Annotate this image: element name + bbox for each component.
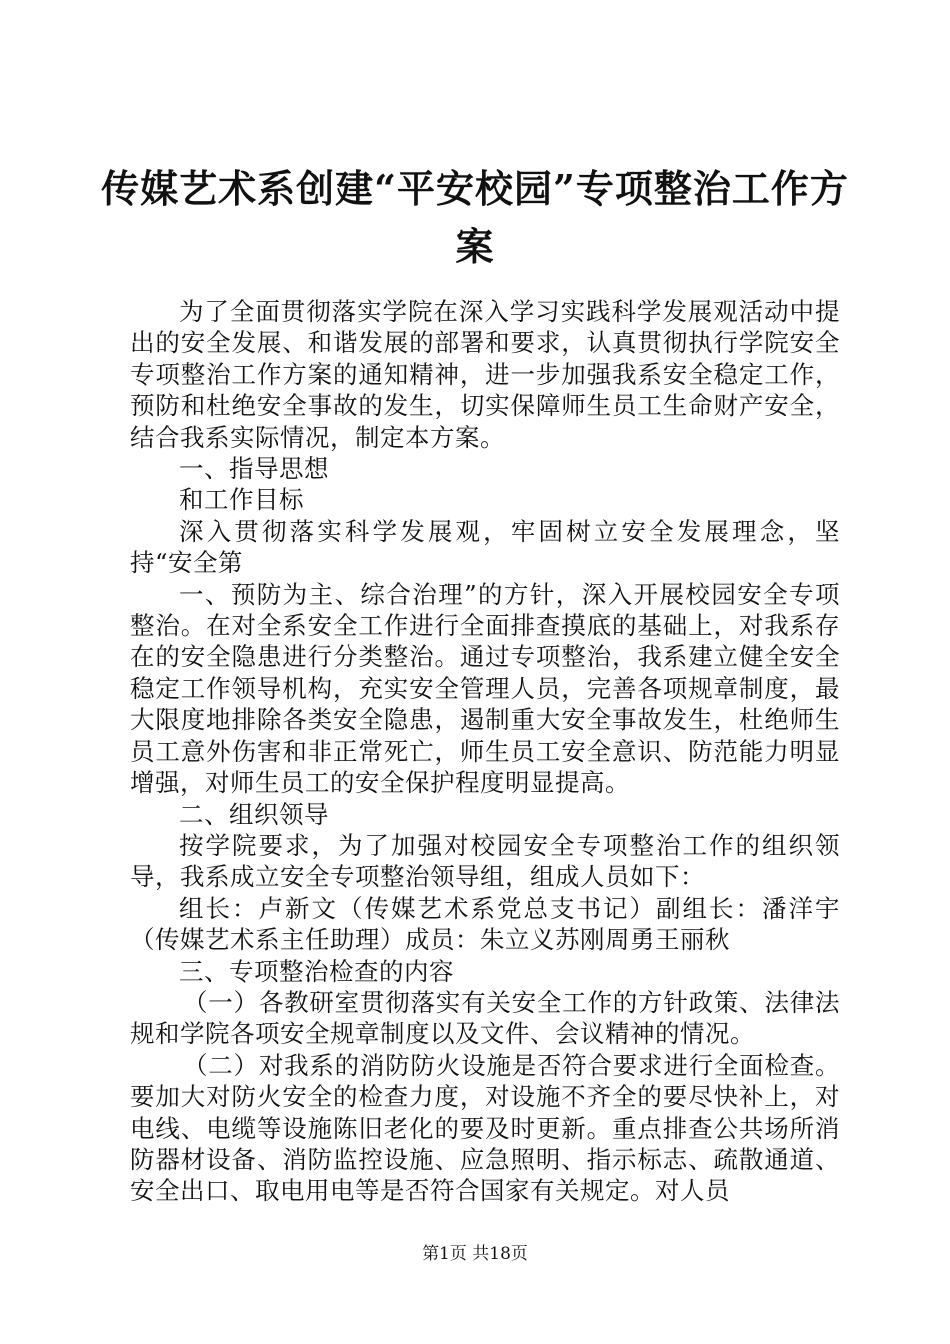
heading-work-goal: 和工作目标 [179, 485, 304, 515]
paragraph-item-1: （一）各教研室贯彻落实有关安全工作的方针政策、法律法规和学院各项安全规章制度以及文件、会议精神的情况。 [130, 987, 840, 1049]
document-body [130, 296, 840, 1207]
heading-inspection-content: 三、专项整治检查的内容 [179, 956, 454, 986]
heading-organization: 二、组织领导 [179, 799, 329, 829]
paragraph-goal: 深入贯彻落实科学发展观，牢固树立安全发展理念，坚持“安全第 [130, 516, 840, 578]
paragraph-policy: 一、预防为主、综合治理”的方针，深入开展校园安全专项整治。在对全系安全工作进行全面排查摸底的基础上，对我系存在的安全隐患进行分类整治。通过专项整治，我系建立健全安全稳定工作领导机构，充实安全管理人员，完善各项规章制度，最大限度地排除各类安全隐患，遏制重大安全事故发生，杜绝师生员工意外伤害和非正常死亡，师生员工安全意识、防范能力明显增强，对师生员工的安全保护程度明显提高。 [130, 579, 840, 798]
page-footer: 第1页 共18页 [422, 1244, 528, 1264]
paragraph-members: 组长：卢新文（传媒艺术系党总支书记）副组长：潘洋宇（传媒艺术系主任助理）成员：朱立义苏刚周勇王丽秋 [130, 893, 840, 955]
paragraph-intro: 为了全面贯彻落实学院在深入学习实践科学发展观活动中提出的安全发展、和谐发展的部署和要求，认真贯彻执行学院安全专项整治工作方案的通知精神，进一步加强我系安全稳定工作，预防和杜绝安全事故的发生，切实保障师生员工生命财产安全，结合我系实际情况，制定本方案。 [130, 297, 840, 452]
document-title: 传媒艺术系创建“平安校园”专项整治工作方案 [101, 166, 849, 269]
paragraph-item-2: （二）对我系的消防防火设施是否符合要求进行全面检查。要加大对防火安全的检查力度，对设施不齐全的要尽快补上，对电线、电缆等设施陈旧老化的要及时更新。重点排查公共场所消防器材设备、消防监控设施、应急照明、指示标志、疏散通道、安全出口、取电用电等是否符合国家有关规定。对人员 [130, 1050, 840, 1206]
heading-guiding-thought: 一、指导思想 [179, 454, 329, 484]
paragraph-organization: 按学院要求，为了加强对校园安全专项整治工作的组织领导，我系成立安全专项整治领导组，组成人员如下： [130, 830, 840, 892]
